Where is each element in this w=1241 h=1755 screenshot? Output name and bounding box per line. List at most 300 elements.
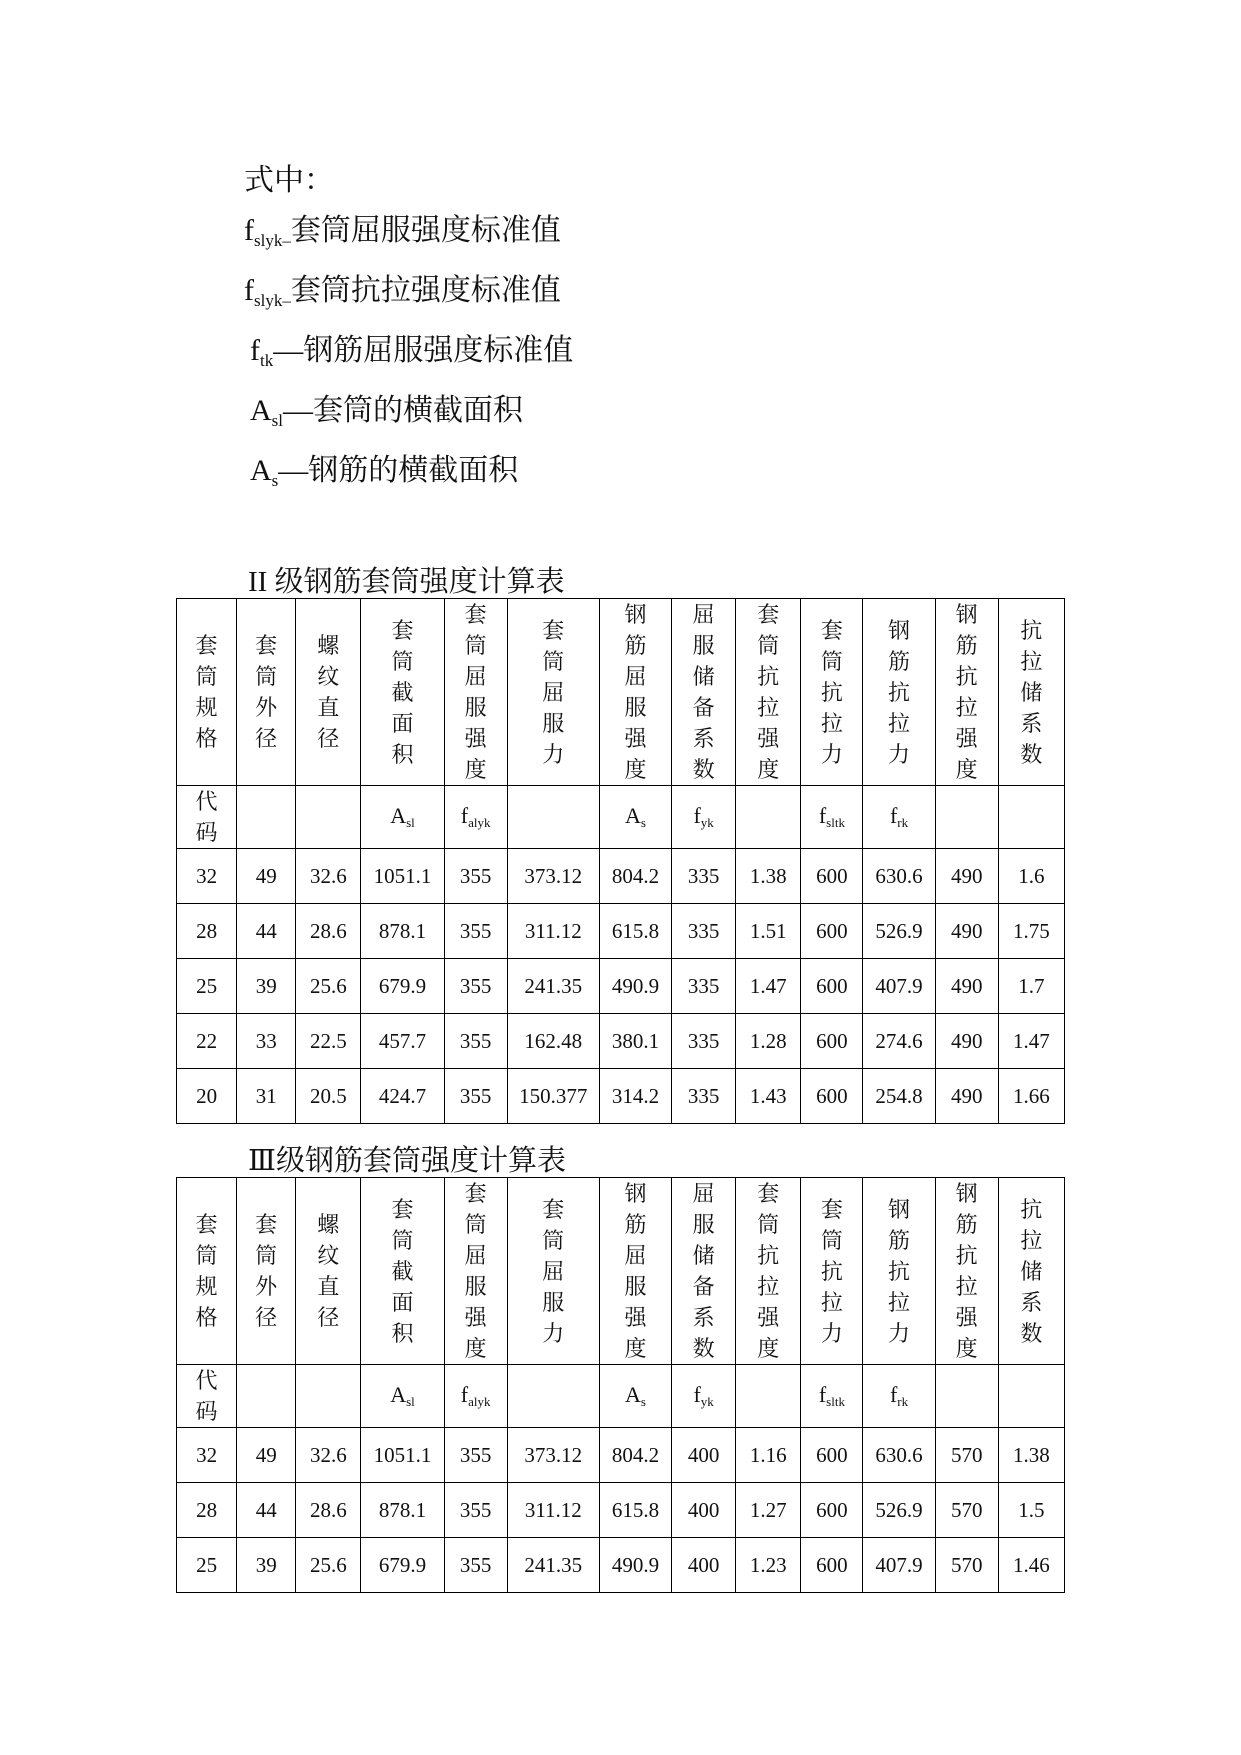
cell-value: 335 bbox=[687, 1029, 720, 1053]
table-cell bbox=[672, 1428, 736, 1483]
table-cell bbox=[998, 1069, 1064, 1124]
cell-value: 25 bbox=[196, 1553, 218, 1577]
table-cell bbox=[736, 959, 801, 1014]
cell-value: 600 bbox=[816, 1084, 848, 1108]
table-cell bbox=[177, 1428, 237, 1483]
cell-value: 254.8 bbox=[875, 1084, 923, 1108]
cell-value: 150.377 bbox=[519, 1084, 588, 1108]
table-row bbox=[177, 904, 1065, 959]
cell-value: 25 bbox=[196, 974, 218, 998]
table-cell bbox=[361, 1483, 444, 1538]
code-cell bbox=[935, 786, 998, 849]
code-cell bbox=[361, 1365, 444, 1428]
header-cell bbox=[507, 599, 599, 786]
code-cell bbox=[801, 1365, 863, 1428]
table-cell bbox=[801, 1428, 863, 1483]
header-cell bbox=[237, 599, 296, 786]
table-cell bbox=[444, 1014, 507, 1069]
code-symbol bbox=[390, 1382, 415, 1407]
table-cell bbox=[237, 1069, 296, 1124]
cell-value: 600 bbox=[816, 864, 848, 888]
header-cell bbox=[361, 1178, 444, 1365]
table-cell bbox=[935, 904, 998, 959]
table-cell bbox=[998, 904, 1064, 959]
table-cell bbox=[801, 849, 863, 904]
table-cell bbox=[599, 1069, 671, 1124]
code-symbol-base: f bbox=[818, 1382, 827, 1407]
code-symbol-sub: s bbox=[640, 1394, 646, 1409]
table-cell bbox=[736, 1014, 801, 1069]
cell-value: 1051.1 bbox=[373, 864, 432, 888]
table-cell bbox=[296, 1069, 361, 1124]
header-row bbox=[177, 1178, 1065, 1365]
table-row bbox=[177, 1069, 1065, 1124]
table-cell bbox=[237, 849, 296, 904]
cell-value: 407.9 bbox=[875, 974, 923, 998]
cell-value: 314.2 bbox=[611, 1084, 660, 1108]
cell-value: 31 bbox=[255, 1084, 277, 1108]
code-cell bbox=[599, 786, 671, 849]
code-symbol bbox=[819, 803, 845, 828]
code-symbol-sub: alyk bbox=[468, 1394, 491, 1409]
cell-value: 44 bbox=[255, 1498, 277, 1522]
code-symbol-base: f bbox=[460, 803, 469, 828]
table-cell bbox=[672, 1538, 736, 1593]
table-cell bbox=[444, 1069, 507, 1124]
code-cell bbox=[507, 786, 599, 849]
code-symbol bbox=[625, 803, 646, 828]
code-symbol-sub: rk bbox=[897, 815, 909, 830]
cell-value: 355 bbox=[459, 1443, 492, 1467]
table-cell bbox=[599, 1428, 671, 1483]
header-cell bbox=[177, 599, 237, 786]
table-cell bbox=[998, 1483, 1064, 1538]
table-cell bbox=[507, 1428, 599, 1483]
table-cell bbox=[935, 1538, 998, 1593]
cell-value: 44 bbox=[255, 919, 277, 943]
table-cell bbox=[863, 1538, 935, 1593]
header-cell bbox=[998, 1178, 1064, 1365]
code-symbol-sub: yk bbox=[700, 815, 714, 830]
cell-value: 400 bbox=[687, 1443, 720, 1467]
table-cell bbox=[863, 1428, 935, 1483]
header-cell bbox=[672, 599, 736, 786]
code-symbol-sub: sltk bbox=[826, 815, 845, 830]
table-cell bbox=[507, 1538, 599, 1593]
header-label: 套筒截面积 bbox=[391, 1196, 414, 1346]
cell-value: 274.6 bbox=[875, 1029, 923, 1053]
definition-fslyk-tensile: $f_{slyk-}$套筒抗拉强度标准值 bbox=[244, 274, 561, 310]
code-symbol-sub: sl bbox=[406, 1394, 415, 1409]
table-row bbox=[177, 1428, 1065, 1483]
table-cell bbox=[237, 1014, 296, 1069]
code-symbol-sub: yk bbox=[700, 1394, 714, 1409]
cell-value: 28.6 bbox=[309, 919, 347, 943]
table-cell bbox=[801, 1483, 863, 1538]
cell-value: 878.1 bbox=[378, 919, 427, 943]
cell-value: 355 bbox=[459, 1084, 492, 1108]
header-cell bbox=[736, 1178, 801, 1365]
table-cell bbox=[361, 1069, 444, 1124]
code-cell bbox=[736, 1365, 801, 1428]
table-cell bbox=[801, 1014, 863, 1069]
header-label: 套筒规格 bbox=[195, 633, 218, 751]
cell-value: 32 bbox=[196, 1443, 218, 1467]
table-cell bbox=[361, 849, 444, 904]
cell-value: 355 bbox=[459, 864, 492, 888]
code-symbol-base: A bbox=[390, 1382, 407, 1407]
table-cell bbox=[237, 1538, 296, 1593]
code-symbol bbox=[625, 1382, 646, 1407]
header-label: 套筒屈服力 bbox=[542, 617, 565, 767]
code-symbol bbox=[693, 803, 713, 828]
table-cell bbox=[296, 1538, 361, 1593]
table-cell bbox=[863, 959, 935, 1014]
code-symbol bbox=[461, 803, 491, 828]
header-cell bbox=[296, 599, 361, 786]
cell-value: 570 bbox=[950, 1553, 983, 1577]
cell-value: 630.6 bbox=[875, 1443, 923, 1467]
table-cell bbox=[507, 959, 599, 1014]
code-cell bbox=[672, 786, 736, 849]
cell-value: 32.6 bbox=[309, 864, 347, 888]
code-cell bbox=[296, 1365, 361, 1428]
header-cell bbox=[507, 1178, 599, 1365]
calc-table-grade-3 bbox=[176, 1177, 1065, 1593]
cell-value: 400 bbox=[687, 1498, 720, 1522]
table-cell bbox=[998, 1014, 1064, 1069]
cell-value: 22.5 bbox=[309, 1029, 347, 1053]
cell-value: 28 bbox=[196, 919, 218, 943]
cell-value: 355 bbox=[459, 1029, 492, 1053]
cell-value: 1.27 bbox=[749, 1498, 787, 1522]
header-label: 套筒屈服强度 bbox=[464, 1181, 487, 1361]
cell-value: 380.1 bbox=[611, 1029, 660, 1053]
calc-table-grade-2 bbox=[176, 598, 1065, 1124]
cell-value: 373.12 bbox=[524, 1443, 583, 1467]
cell-value: 355 bbox=[459, 974, 492, 998]
header-label: 套筒外径 bbox=[255, 1212, 278, 1330]
table-cell bbox=[599, 849, 671, 904]
table-cell bbox=[296, 959, 361, 1014]
table-cell bbox=[599, 904, 671, 959]
table-cell bbox=[935, 1014, 998, 1069]
cell-value: 600 bbox=[816, 1498, 848, 1522]
header-label: 套筒抗拉强度 bbox=[757, 1181, 780, 1361]
table-cell bbox=[863, 849, 935, 904]
cell-value: 600 bbox=[816, 1553, 848, 1577]
table-cell bbox=[177, 849, 237, 904]
code-symbol-base: f bbox=[693, 1382, 701, 1407]
table-cell bbox=[237, 1483, 296, 1538]
header-cell bbox=[444, 599, 507, 786]
code-cell bbox=[361, 786, 444, 849]
header-cell bbox=[863, 599, 935, 786]
code-symbol-base: f bbox=[889, 803, 898, 828]
code-symbol-base: A bbox=[625, 803, 641, 828]
header-label: 螺纹直径 bbox=[317, 633, 340, 751]
code-cell bbox=[177, 786, 237, 849]
header-cell bbox=[998, 599, 1064, 786]
table-cell bbox=[177, 1014, 237, 1069]
table-cell bbox=[672, 1483, 736, 1538]
table-title-grade-3: Ⅲ级钢筋套筒强度计算表 bbox=[248, 1145, 566, 1177]
header-label: 屈服储备系数 bbox=[692, 602, 715, 782]
header-label: 钢筋抗拉力 bbox=[888, 617, 911, 767]
definition-fslyk-yield: $f_{slyk-}$套筒屈服强度标准值 bbox=[244, 214, 561, 250]
code-symbol-sub: rk bbox=[897, 1394, 909, 1409]
header-label: 套筒抗拉力 bbox=[820, 617, 843, 767]
code-symbol-base: A bbox=[390, 803, 407, 828]
table-cell bbox=[998, 959, 1064, 1014]
cell-value: 335 bbox=[687, 864, 720, 888]
cell-value: 490 bbox=[950, 1029, 983, 1053]
cell-value: 33 bbox=[255, 1029, 277, 1053]
code-symbol-base: A bbox=[625, 1382, 641, 1407]
cell-value: 1.23 bbox=[749, 1553, 787, 1577]
header-label: 套筒外径 bbox=[255, 633, 278, 751]
table-cell bbox=[599, 1014, 671, 1069]
table-cell bbox=[672, 849, 736, 904]
cell-value: 615.8 bbox=[611, 1498, 660, 1522]
code-cell bbox=[863, 786, 935, 849]
definitions-intro: 式中： bbox=[244, 164, 334, 197]
code-symbol-sub: s bbox=[640, 815, 646, 830]
header-cell bbox=[801, 1178, 863, 1365]
table-title-grade-2: II 级钢筋套筒强度计算表 bbox=[248, 566, 565, 598]
definition-asl: $A_{sl}—$套筒的横截面积 bbox=[250, 394, 524, 430]
code-cell bbox=[998, 786, 1064, 849]
header-label: 螺纹直径 bbox=[317, 1212, 340, 1330]
table-cell bbox=[599, 1483, 671, 1538]
table-cell bbox=[935, 1069, 998, 1124]
table-cell bbox=[361, 904, 444, 959]
cell-value: 570 bbox=[950, 1498, 983, 1522]
table-cell bbox=[177, 959, 237, 1014]
code-cell bbox=[237, 1365, 296, 1428]
header-cell bbox=[177, 1178, 237, 1365]
cell-value: 355 bbox=[459, 919, 492, 943]
code-symbol-base: f bbox=[818, 803, 827, 828]
table-cell bbox=[998, 849, 1064, 904]
table-cell bbox=[361, 959, 444, 1014]
code-symbol bbox=[890, 803, 908, 828]
table-cell bbox=[801, 1069, 863, 1124]
cell-value: 457.7 bbox=[378, 1029, 427, 1053]
code-cell bbox=[507, 1365, 599, 1428]
table-cell bbox=[237, 904, 296, 959]
code-cell bbox=[599, 1365, 671, 1428]
code-cell bbox=[237, 786, 296, 849]
cell-value: 1.6 bbox=[1018, 864, 1045, 888]
table-cell bbox=[736, 849, 801, 904]
cell-value: 630.6 bbox=[875, 864, 923, 888]
code-cell bbox=[177, 1365, 237, 1428]
header-label: 钢筋抗拉强度 bbox=[955, 602, 978, 782]
header-label: 抗拉储系数 bbox=[1020, 617, 1043, 767]
cell-value: 32.6 bbox=[309, 1443, 347, 1467]
table-cell bbox=[935, 959, 998, 1014]
code-symbol-base: f bbox=[693, 803, 701, 828]
header-label: 抗拉储系数 bbox=[1020, 1196, 1043, 1346]
table-row bbox=[177, 849, 1065, 904]
cell-value: 22 bbox=[196, 1029, 218, 1053]
header-label: 钢筋屈服强度 bbox=[624, 602, 647, 782]
header-cell bbox=[672, 1178, 736, 1365]
code-cell bbox=[863, 1365, 935, 1428]
cell-value: 526.9 bbox=[875, 919, 923, 943]
header-label: 钢筋抗拉力 bbox=[888, 1196, 911, 1346]
cell-value: 1.38 bbox=[749, 864, 787, 888]
table-cell bbox=[237, 959, 296, 1014]
table-row bbox=[177, 1014, 1065, 1069]
header-label: 套筒抗拉力 bbox=[820, 1196, 843, 1346]
cell-value: 1.16 bbox=[749, 1443, 787, 1467]
table-cell bbox=[444, 849, 507, 904]
definition-ftk: $f_{tk}—$钢筋屈服强度标准值 bbox=[250, 334, 574, 370]
code-row bbox=[177, 1365, 1065, 1428]
code-symbol bbox=[819, 1382, 845, 1407]
cell-value: 28.6 bbox=[309, 1498, 347, 1522]
cell-value: 373.12 bbox=[524, 864, 583, 888]
table-cell bbox=[237, 1428, 296, 1483]
cell-value: 1.46 bbox=[1013, 1553, 1050, 1577]
code-cell bbox=[998, 1365, 1064, 1428]
header-cell bbox=[361, 599, 444, 786]
cell-value: 679.9 bbox=[378, 974, 427, 998]
cell-value: 355 bbox=[459, 1553, 492, 1577]
table-cell bbox=[736, 1069, 801, 1124]
cell-value: 311.12 bbox=[524, 1498, 582, 1522]
cell-value: 490.9 bbox=[611, 1553, 660, 1577]
cell-value: 600 bbox=[816, 1029, 848, 1053]
table-cell bbox=[361, 1428, 444, 1483]
cell-value: 49 bbox=[255, 1443, 277, 1467]
code-symbol bbox=[461, 1382, 491, 1407]
cell-value: 600 bbox=[816, 1443, 848, 1467]
definitions-block bbox=[244, 156, 573, 506]
code-symbol bbox=[890, 1382, 908, 1407]
cell-value: 355 bbox=[459, 1498, 492, 1522]
table-cell bbox=[444, 959, 507, 1014]
code-cell bbox=[801, 786, 863, 849]
table-cell bbox=[177, 1483, 237, 1538]
cell-value: 49 bbox=[255, 864, 277, 888]
cell-value: 39 bbox=[255, 1553, 277, 1577]
table-cell bbox=[863, 904, 935, 959]
cell-value: 25.6 bbox=[309, 1553, 347, 1577]
cell-value: 400 bbox=[687, 1553, 720, 1577]
cell-value: 490 bbox=[950, 864, 983, 888]
table-cell bbox=[507, 1069, 599, 1124]
table-cell bbox=[444, 1538, 507, 1593]
table-cell bbox=[296, 1428, 361, 1483]
cell-value: 600 bbox=[816, 919, 848, 943]
header-label: 钢筋屈服强度 bbox=[624, 1181, 647, 1361]
cell-value: 1.66 bbox=[1013, 1084, 1050, 1108]
table-cell bbox=[672, 959, 736, 1014]
cell-value: 241.35 bbox=[524, 1553, 583, 1577]
header-cell bbox=[801, 599, 863, 786]
header-cell bbox=[296, 1178, 361, 1365]
cell-value: 311.12 bbox=[524, 919, 582, 943]
cell-value: 490 bbox=[950, 974, 983, 998]
cell-value: 1.47 bbox=[1013, 1029, 1050, 1053]
table-row bbox=[177, 959, 1065, 1014]
table-cell bbox=[801, 904, 863, 959]
cell-value: 600 bbox=[816, 974, 848, 998]
cell-value: 335 bbox=[687, 974, 720, 998]
table-cell bbox=[507, 1014, 599, 1069]
code-symbol bbox=[390, 803, 415, 828]
table-cell bbox=[444, 904, 507, 959]
header-cell bbox=[863, 1178, 935, 1365]
cell-value: 878.1 bbox=[378, 1498, 427, 1522]
code-symbol-sub: sl bbox=[406, 815, 415, 830]
table-cell bbox=[672, 904, 736, 959]
table-cell bbox=[801, 1538, 863, 1593]
table-cell bbox=[672, 1069, 736, 1124]
header-label: 套筒抗拉强度 bbox=[757, 602, 780, 782]
cell-value: 39 bbox=[255, 974, 277, 998]
cell-value: 241.35 bbox=[524, 974, 583, 998]
table-cell bbox=[863, 1483, 935, 1538]
cell-value: 162.48 bbox=[524, 1029, 583, 1053]
code-symbol bbox=[693, 1382, 713, 1407]
table-cell bbox=[998, 1538, 1064, 1593]
cell-value: 1.43 bbox=[749, 1084, 787, 1108]
table-cell bbox=[863, 1069, 935, 1124]
cell-value: 570 bbox=[950, 1443, 983, 1467]
table-cell bbox=[507, 849, 599, 904]
table-cell bbox=[935, 1428, 998, 1483]
cell-value: 20 bbox=[196, 1084, 218, 1108]
table-cell bbox=[177, 1538, 237, 1593]
cell-value: 615.8 bbox=[611, 919, 660, 943]
cell-value: 20.5 bbox=[309, 1084, 347, 1108]
cell-value: 1.38 bbox=[1013, 1443, 1050, 1467]
table-cell bbox=[361, 1014, 444, 1069]
table-cell bbox=[801, 959, 863, 1014]
cell-value: 1.28 bbox=[749, 1029, 787, 1053]
cell-value: 490.9 bbox=[611, 974, 660, 998]
code-cell bbox=[736, 786, 801, 849]
cell-value: 679.9 bbox=[378, 1553, 427, 1577]
code-symbol-sub: alyk bbox=[468, 815, 491, 830]
code-row-label: 代码 bbox=[195, 789, 218, 845]
table-cell bbox=[672, 1014, 736, 1069]
header-label: 套筒规格 bbox=[195, 1212, 218, 1330]
table-cell bbox=[177, 904, 237, 959]
table-cell bbox=[736, 1538, 801, 1593]
cell-value: 407.9 bbox=[875, 1553, 923, 1577]
table-cell bbox=[935, 1483, 998, 1538]
table-cell bbox=[444, 1428, 507, 1483]
cell-value: 804.2 bbox=[611, 864, 660, 888]
table-cell bbox=[296, 904, 361, 959]
table-cell bbox=[599, 959, 671, 1014]
cell-value: 1.7 bbox=[1018, 974, 1045, 998]
code-cell bbox=[444, 786, 507, 849]
table-cell bbox=[296, 849, 361, 904]
code-symbol-sub: sltk bbox=[826, 1394, 845, 1409]
header-cell bbox=[736, 599, 801, 786]
cell-value: 490 bbox=[950, 919, 983, 943]
code-symbol-base: f bbox=[460, 1382, 469, 1407]
header-cell bbox=[935, 599, 998, 786]
code-row bbox=[177, 786, 1065, 849]
cell-value: 28 bbox=[196, 1498, 218, 1522]
